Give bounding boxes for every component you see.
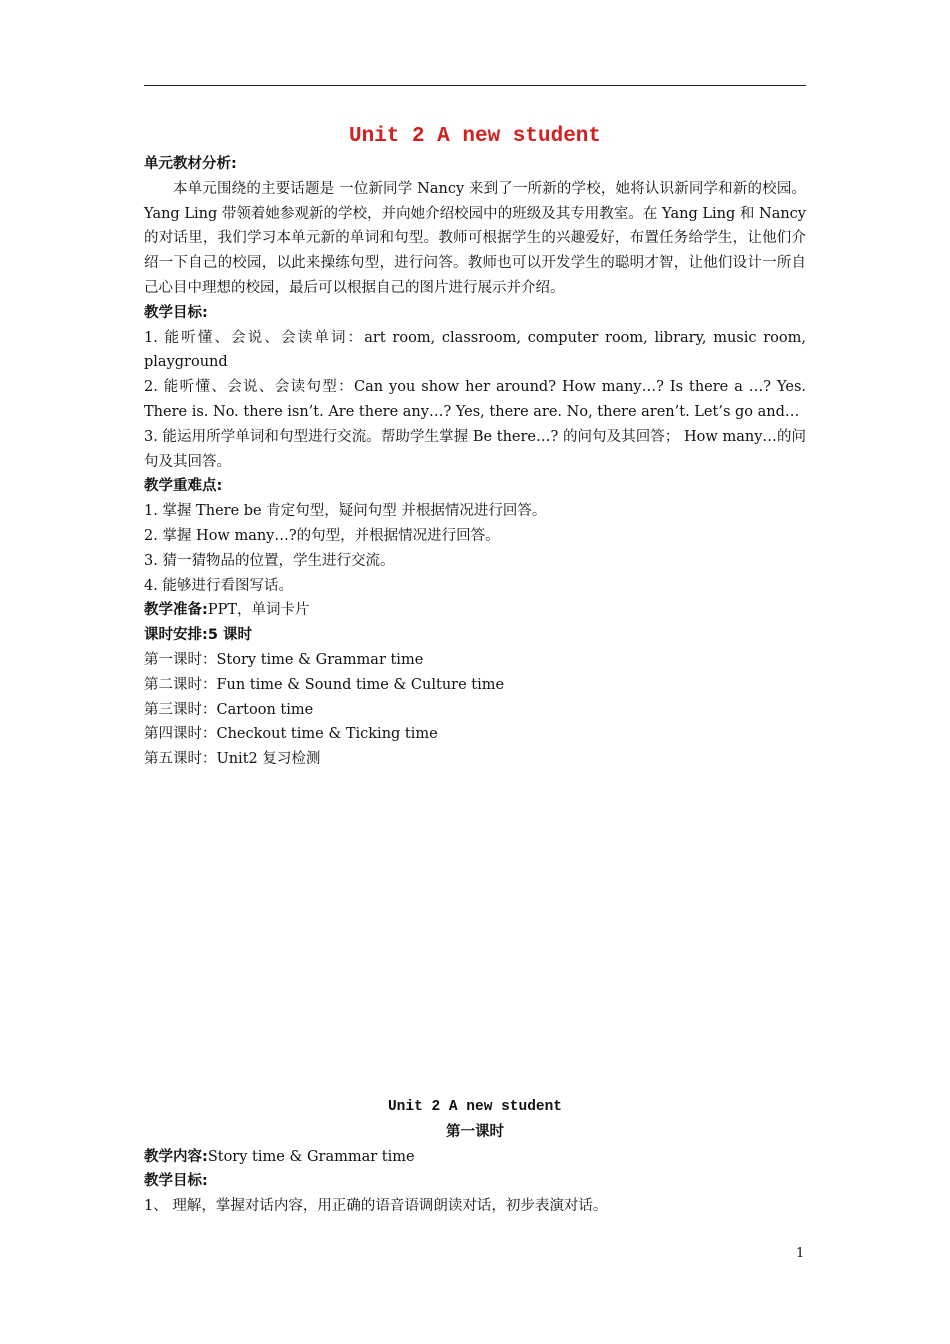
- key-point-3: 3. 猜一猜物品的位置，学生进行交流。: [144, 552, 395, 569]
- goal-item-2: 2. 能听懂、会说、会读句型：Can you show her around? How many…? Is there a …? Yes. There is. No. there isn’t. Are there any…? Yes, there are. No, there aren’t. Let’s go and…: [144, 379, 806, 420]
- key-point-4: 4. 能够进行看图写话。: [144, 577, 293, 594]
- goal-item-3: 3. 能运用所学单词和句型进行交流。帮助学生掌握 Be there…? 的问句及其回答； How many…的问句及其回答。: [144, 428, 806, 470]
- lesson-item-4: 第四课时：Checkout time & Ticking time: [144, 726, 438, 743]
- preparation-line: [144, 598, 806, 623]
- content-value: Story time & Grammar time: [207, 1148, 415, 1165]
- section-subtitle: 第一课时: [446, 1123, 504, 1140]
- analysis-text: 本单元围绕的主要话题是 一位新同学 Nancy 来到了一所新的学校，她将认识新同学和新的校园。Yang Ling 带领着她参观新的学校，并向她介绍校园中的班级及其专用教室。在 Yang Ling 和 Nancy 的对话里，我们学习本单元新的单词和句型。教师可根据学生的兴趣爱好，布置任务给学生，让他们介绍一下自己的校园，以此来操练句型，进行问答。教师也可以开发学生的聪明才智，让他们设计一所自己心目中理想的校园，最后可以根据自己的图片进行展示并介绍。: [144, 180, 806, 296]
- section-goal-1: 1、 理解，掌握对话内容，用正确的语音语调朗读对话，初步表演对话。: [144, 1198, 608, 1215]
- lesson-one-section: [144, 1095, 806, 1219]
- page-number: 1: [796, 1246, 805, 1261]
- goal-item-1: 1. 能听懂、会说、会读单词：art room, classroom, computer room, library, music room, playground: [144, 329, 806, 371]
- content-label: 教学内容:: [144, 1148, 208, 1165]
- lesson-item-3: 第三课时：Cartoon time: [144, 701, 314, 718]
- main-content: [144, 122, 806, 772]
- schedule-label: 课时安排:: [144, 627, 208, 644]
- document-title: Unit 2 A new student: [348, 125, 602, 148]
- preparation-label: 教学准备:: [144, 602, 208, 619]
- key-point-2: 2. 掌握 How many…?的句型，并根据情况进行回答。: [144, 527, 500, 544]
- lesson-item-1: 第一课时：Story time & Grammar time: [144, 651, 424, 668]
- lesson-item-2: 第二课时：Fun time & Sound time & Culture time: [144, 676, 505, 693]
- header-rule: [144, 85, 806, 86]
- key-points-heading: 教学重难点:: [144, 478, 223, 495]
- content-line: [144, 1145, 806, 1170]
- lesson-item-5: 第五课时：Unit2 复习检测: [144, 751, 321, 768]
- key-point-1: 1. 掌握 There be 肯定句型，疑问句型 并根据情况进行回答。: [144, 503, 547, 520]
- preparation-value: PPT，单词卡片: [207, 602, 310, 619]
- section-title: Unit 2 A new student: [387, 1099, 563, 1115]
- analysis-heading: 单元教材分析:: [144, 156, 237, 172]
- schedule-line: [144, 623, 806, 648]
- schedule-value: 5 课时: [207, 627, 252, 644]
- section-goals-heading: 教学目标:: [144, 1173, 208, 1190]
- goals-heading: 教学目标:: [144, 304, 208, 321]
